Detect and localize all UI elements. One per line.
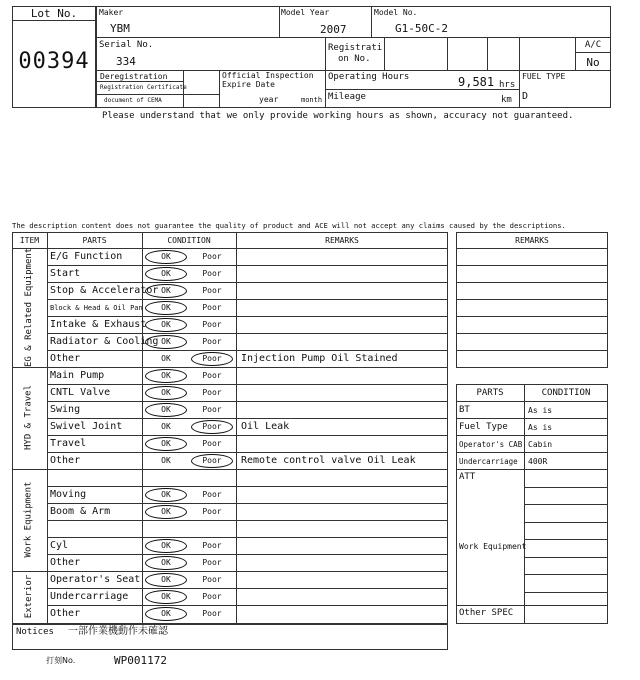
ok-option[interactable]: OK: [161, 286, 171, 295]
work-equipment-label: Work Equipment: [459, 542, 527, 551]
part-label: E/G Function: [50, 251, 123, 262]
group-label: EG & Related Equipment: [23, 247, 34, 367]
ok-option[interactable]: OK: [161, 320, 171, 329]
spec-condition: As is: [528, 423, 553, 432]
remark-text: Injection Pump Oil Stained: [241, 353, 398, 364]
part-label: Swing: [50, 404, 81, 415]
ok-option[interactable]: OK: [161, 592, 171, 601]
parts-header: PARTS: [82, 236, 107, 245]
ok-option[interactable]: OK: [161, 609, 171, 618]
part-label: Block & Head & Oil Pan: [50, 304, 143, 312]
operating-hours-label: Operating Hours: [328, 72, 410, 82]
ok-selected-circle: [145, 386, 187, 400]
year-label: year: [259, 95, 279, 104]
ok-selected-circle: [145, 539, 187, 553]
poor-option[interactable]: Poor: [202, 303, 222, 312]
poor-option[interactable]: Poor: [202, 371, 222, 380]
poor-option[interactable]: Poor: [202, 439, 222, 448]
ok-option[interactable]: OK: [161, 439, 171, 448]
poor-option[interactable]: Poor: [202, 388, 222, 397]
ok-option[interactable]: OK: [161, 422, 171, 431]
poor-option[interactable]: Poor: [202, 490, 222, 499]
ok-option[interactable]: OK: [161, 507, 171, 516]
ok-option[interactable]: OK: [161, 388, 171, 397]
ok-selected-circle: [145, 505, 187, 519]
part-label: Other: [50, 353, 81, 364]
poor-option[interactable]: Poor: [202, 541, 222, 550]
condition-header: CONDITION: [167, 236, 211, 245]
right-remarks-header: REMARKS: [515, 236, 549, 245]
ok-option[interactable]: OK: [161, 337, 171, 346]
part-label: Main Pump: [50, 370, 105, 381]
registration-certificate-label: Registration Certificate: [100, 84, 187, 91]
ok-selected-circle: [145, 318, 187, 332]
poor-selected-circle: [191, 352, 233, 366]
ok-selected-circle: [145, 488, 187, 502]
month-label: month: [301, 96, 323, 104]
group-label: Exterior: [23, 574, 34, 618]
poor-option[interactable]: Poor: [202, 320, 222, 329]
poor-option[interactable]: Poor: [202, 252, 222, 261]
hrs-unit: hrs: [499, 80, 516, 90]
hours-notice: Please understand that we only provide working hours as shown, accuracy not guaranteed.: [102, 111, 574, 121]
serial-label: Serial No.: [99, 40, 154, 50]
item-header: ITEM: [19, 236, 40, 245]
spec-condition: As is: [528, 406, 553, 415]
ok-selected-circle: [145, 437, 187, 451]
lot-number: 00394: [18, 49, 90, 74]
mileage-label: Mileage: [328, 92, 366, 102]
spec-condition: Cabin: [528, 440, 553, 449]
serial-value: 334: [116, 55, 136, 68]
group-label: HYD & Travel: [23, 384, 34, 451]
model-year-value: 2007: [320, 23, 347, 36]
cema-label: document of CEMA: [104, 97, 162, 104]
disclaimer: The description content does not guarantee the quality of product and ACE will not accept any claims caused by the descriptions.: [12, 221, 566, 230]
ok-option[interactable]: OK: [161, 371, 171, 380]
notices-label: Notices: [16, 627, 54, 637]
ok-selected-circle: [145, 607, 187, 621]
inspection-label-2: Expire Date: [222, 80, 275, 89]
ok-option[interactable]: OK: [161, 354, 171, 363]
ok-option[interactable]: OK: [161, 252, 171, 261]
part-label: Travel: [50, 438, 87, 449]
maker-label: Maker: [99, 8, 124, 17]
part-label: Other: [50, 608, 81, 619]
inspection-label-1: Official Inspection: [222, 71, 314, 80]
remark-text: Oil Leak: [241, 421, 290, 432]
ok-selected-circle: [145, 403, 187, 417]
model-no-label: Model No.: [374, 8, 418, 17]
ok-selected-circle: [145, 267, 187, 281]
poor-option[interactable]: Poor: [202, 592, 222, 601]
part-label: Swivel Joint: [50, 421, 123, 432]
stamp-label: 打刻No.: [46, 656, 76, 665]
fuel-type-value: D: [522, 91, 529, 102]
notices-value: 一部作業機動作未確認: [68, 626, 168, 637]
ok-selected-circle: [145, 301, 187, 315]
poor-option[interactable]: Poor: [202, 609, 222, 618]
poor-option[interactable]: Poor: [202, 354, 222, 363]
poor-selected-circle: [191, 454, 233, 468]
model-no-value: G1-50C-2: [395, 22, 448, 35]
att-label: ATT: [459, 472, 476, 482]
part-label: Other: [50, 557, 81, 568]
poor-option[interactable]: Poor: [202, 286, 222, 295]
ok-selected-circle: [145, 556, 187, 570]
poor-option[interactable]: Poor: [202, 405, 222, 414]
spec-parts-header: PARTS: [476, 388, 504, 398]
ok-option[interactable]: OK: [161, 558, 171, 567]
fuel-type-label: FUEL TYPE: [522, 72, 566, 81]
part-label: Operator's Seat: [50, 574, 141, 585]
spec-part: BT: [459, 405, 470, 415]
poor-option[interactable]: Poor: [202, 337, 222, 346]
stamp-value: WP001172: [114, 654, 167, 667]
lot-label: Lot No.: [30, 7, 78, 20]
poor-option[interactable]: Poor: [202, 507, 222, 516]
part-label: Radiator & Cooling: [50, 336, 159, 347]
ok-selected-circle: [145, 284, 187, 298]
part-label: Boom & Arm: [50, 506, 111, 517]
poor-option[interactable]: Poor: [202, 456, 222, 465]
group-label: Work Equipment: [23, 481, 34, 558]
ok-selected-circle: [145, 590, 187, 604]
remark-text: Remote control valve Oil Leak: [241, 455, 416, 466]
model-year-label: Model Year: [281, 8, 330, 17]
ac-value: No: [586, 56, 600, 69]
registration-label-1: Registrati: [328, 43, 383, 53]
ac-label: A/C: [584, 40, 602, 50]
ok-selected-circle: [145, 250, 187, 264]
poor-selected-circle: [191, 420, 233, 434]
ok-option[interactable]: OK: [161, 303, 171, 312]
km-unit: km: [501, 95, 512, 105]
deregistration-label: Deregistration: [100, 72, 168, 81]
part-label: Cyl: [50, 540, 69, 551]
operating-hours-value: 9,581: [458, 75, 495, 89]
ok-selected-circle: [145, 369, 187, 383]
ok-selected-circle: [145, 335, 187, 349]
part-label: Start: [50, 268, 81, 279]
spec-part: Undercarriage: [459, 457, 518, 466]
ok-option[interactable]: OK: [161, 269, 171, 278]
poor-option[interactable]: Poor: [202, 422, 222, 431]
ok-option[interactable]: OK: [161, 541, 171, 550]
part-label: Undercarriage: [50, 591, 129, 602]
spec-part: Operator's CAB: [459, 440, 523, 449]
ok-option[interactable]: OK: [161, 405, 171, 414]
spec-condition: 400R: [528, 457, 548, 466]
ok-option[interactable]: OK: [161, 490, 171, 499]
part-label: Other: [50, 455, 81, 466]
registration-label-2: on No.: [338, 54, 371, 64]
part-label: CNTL Valve: [50, 387, 111, 398]
remarks-header: REMARKS: [325, 236, 359, 245]
poor-option[interactable]: Poor: [202, 558, 222, 567]
maker-value: YBM: [110, 22, 130, 35]
part-label: Moving: [50, 489, 87, 500]
ok-selected-circle: [145, 573, 187, 587]
ok-option[interactable]: OK: [161, 456, 171, 465]
spec-part: Fuel Type: [459, 422, 508, 432]
spec-condition-header: CONDITION: [541, 388, 591, 398]
other-spec-label: Other SPEC: [459, 608, 514, 618]
part-label: Intake & Exhaust: [50, 319, 147, 330]
poor-option[interactable]: Poor: [202, 269, 222, 278]
ok-option[interactable]: OK: [161, 575, 171, 584]
poor-option[interactable]: Poor: [202, 575, 222, 584]
part-label: Stop & Accelerator: [50, 285, 159, 296]
